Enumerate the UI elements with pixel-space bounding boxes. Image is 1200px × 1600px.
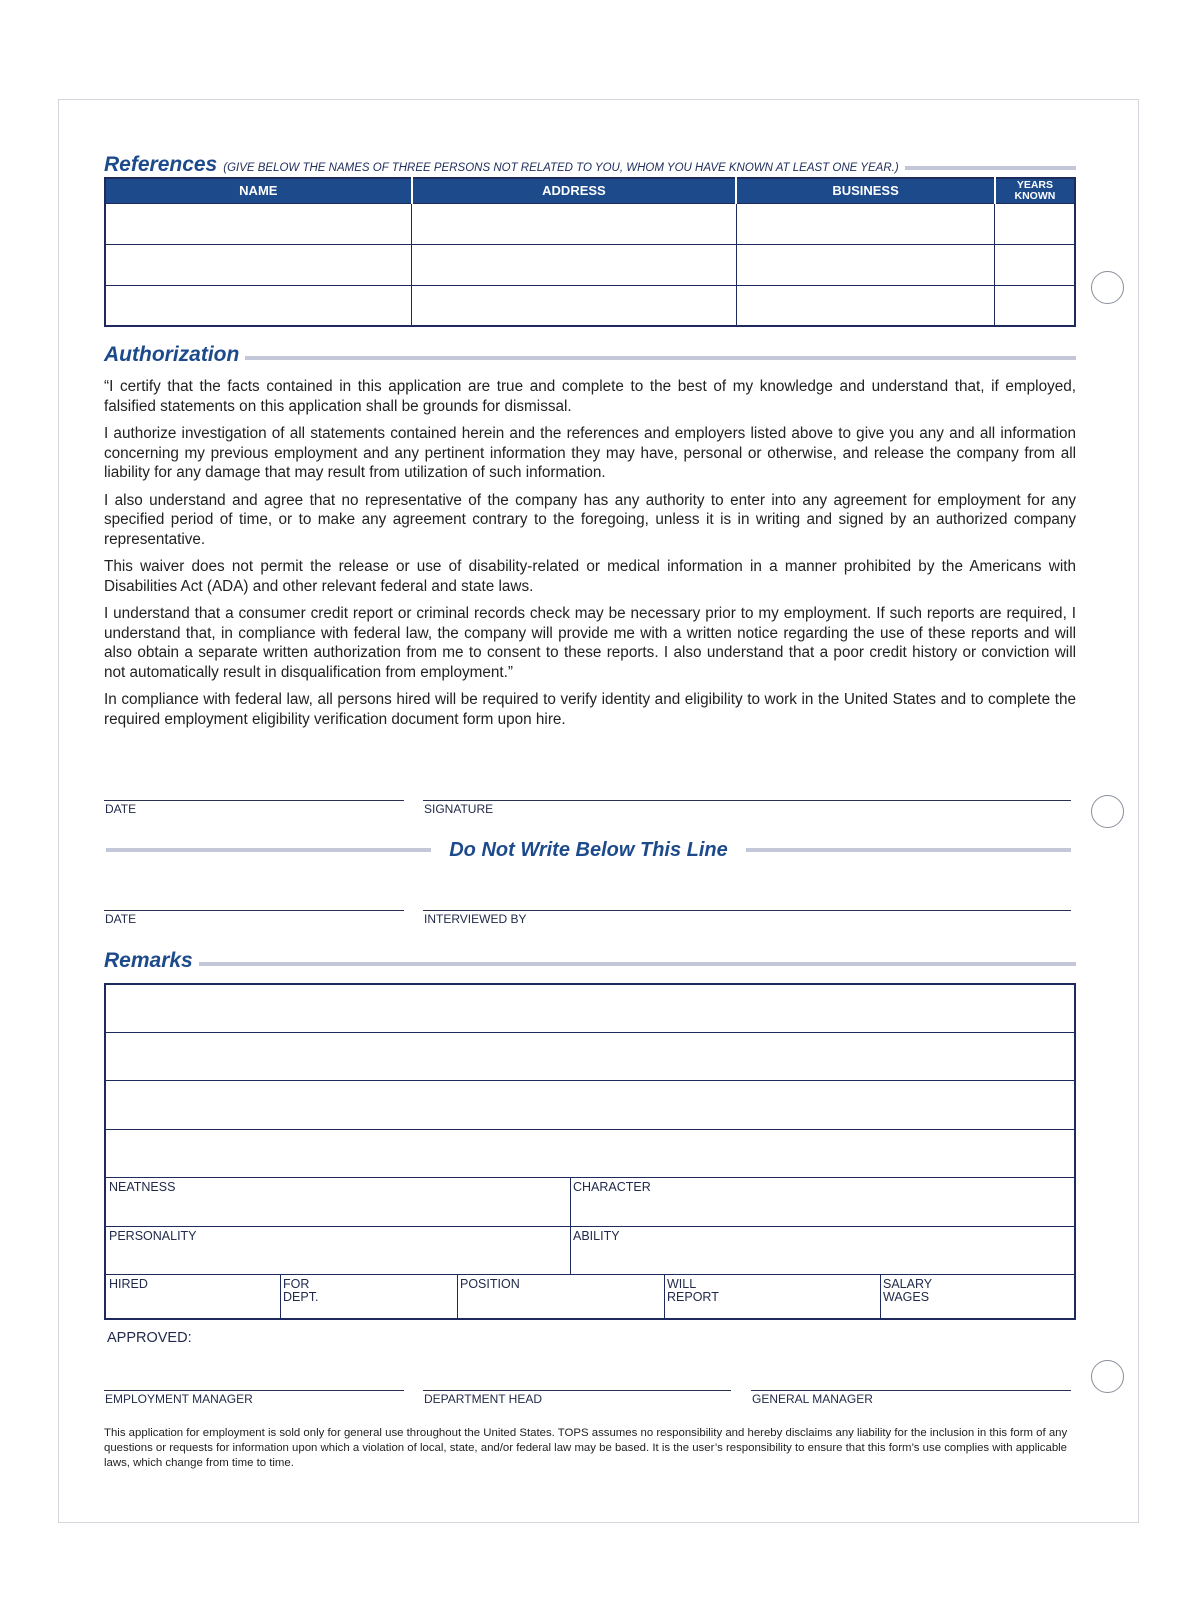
- do-not-write-text: Do Not Write Below This Line: [449, 838, 728, 861]
- approved-label: APPROVED:: [107, 1330, 192, 1346]
- authorization-header: [104, 335, 1076, 365]
- authorization-text: [104, 377, 1076, 737]
- ref-business-cell[interactable]: [736, 203, 995, 244]
- neatness-label: NEATNESS: [109, 1180, 176, 1194]
- ref-business-cell[interactable]: [736, 285, 995, 326]
- do-not-write-divider: [106, 835, 1071, 865]
- ref-years-cell[interactable]: [995, 244, 1075, 285]
- references-table: [104, 177, 1076, 327]
- for-dept-label-line2: DEPT.: [283, 1290, 319, 1304]
- authorization-paragraph: This waiver does not permit the release or use of disability-related or medical information in a manner prohibited by the Americans with Disabilities Act (ADA) and other relevant federal and state laws.: [104, 558, 1076, 595]
- col-address: ADDRESS: [412, 178, 737, 203]
- authorization-paragraph: “I certify that the facts contained in this application are true and complete to the best of my knowledge and understand that, if employed, falsified statements on this application shall be grounds for dismissal.: [104, 378, 1076, 415]
- punch-hole: [1091, 1360, 1124, 1393]
- ref-name-cell[interactable]: [105, 203, 412, 244]
- interview-date-field[interactable]: [104, 910, 404, 924]
- authorization-title: Authorization: [104, 343, 240, 366]
- references-title: References: [104, 153, 218, 176]
- remarks-box: [104, 983, 1076, 1320]
- references-note: (GIVE BELOW THE NAMES OF THREE PERSONS NOT RELATED TO YOU, WHOM YOU HAVE KNOWN AT LEAST ONE YEAR.): [223, 162, 899, 174]
- section-rule: [199, 962, 1076, 966]
- references-header: [104, 145, 1076, 175]
- cell-divider: [457, 1274, 458, 1320]
- col-name: NAME: [105, 178, 412, 203]
- remarks-line: [106, 1177, 1074, 1178]
- footer-disclaimer: This application for employment is sold only for general use throughout the United States. TOPS assumes no responsibility and hereby disclaims any liability for the inclusion in this form of any questions or requests for information upon which a violation of local, state, and/or federal law may be based. It is the user’s responsibility to ensure that this form’s use complies with applicable laws, which change from time to time.: [104, 1427, 1068, 1469]
- remarks-line: [106, 1032, 1074, 1033]
- cell-divider: [664, 1274, 665, 1320]
- date-label: DATE: [105, 802, 137, 816]
- ref-years-cell[interactable]: [995, 285, 1075, 326]
- authorization-paragraph: I understand that a consumer credit report or criminal records check may be necessary prior to my employment. If such reports are required, I understand that, in compliance with federal law, the company will provide me with a written notice regarding the use of these reports and will also obtain a separate written authorization from me to consent to these reports. I also understand that a poor credit history or conviction will not automatically result in disqualification from employment.”: [104, 605, 1076, 681]
- for-dept-label-line1: FOR: [283, 1277, 310, 1291]
- department-head-label: DEPARTMENT HEAD: [424, 1392, 543, 1406]
- general-manager-label: GENERAL MANAGER: [752, 1392, 873, 1406]
- cell-divider: [880, 1274, 881, 1320]
- position-label: POSITION: [460, 1277, 520, 1291]
- punch-hole: [1091, 271, 1124, 304]
- ref-years-cell[interactable]: [995, 203, 1075, 244]
- remarks-line: [106, 1080, 1074, 1081]
- will-report-label-line1: WILL: [667, 1277, 697, 1291]
- divider-rule: [106, 848, 431, 852]
- signature-label: SIGNATURE: [424, 802, 494, 816]
- col-years-known: [995, 178, 1075, 203]
- table-row: [105, 244, 1075, 285]
- punch-hole: [1091, 795, 1124, 828]
- ref-business-cell[interactable]: [736, 244, 995, 285]
- authorization-paragraph: I also understand and agree that no representative of the company has any authority to enter into any agreement for employment for any specified period of time, or to make any agreement contrary to the foregoing, unless it is in writing and signed by an authorized company representative.: [104, 491, 1076, 548]
- ref-name-cell[interactable]: [105, 285, 412, 326]
- ref-address-cell[interactable]: [412, 285, 737, 326]
- personality-label: PERSONALITY: [109, 1229, 197, 1243]
- section-rule: [905, 166, 1076, 170]
- table-row: [105, 285, 1075, 326]
- signature-field[interactable]: [423, 800, 1071, 814]
- remarks-title: Remarks: [104, 949, 193, 972]
- remarks-line: [106, 1274, 1074, 1275]
- ref-name-cell[interactable]: [105, 244, 412, 285]
- references-header-row: [105, 178, 1075, 203]
- section-rule: [245, 356, 1076, 360]
- ref-address-cell[interactable]: [412, 203, 737, 244]
- hired-label: HIRED: [109, 1277, 148, 1291]
- divider-rule: [746, 848, 1071, 852]
- interviewed-by-label: INTERVIEWED BY: [424, 912, 527, 926]
- table-row: [105, 203, 1075, 244]
- character-label: CHARACTER: [573, 1180, 651, 1194]
- salary-label-line1: SALARY: [883, 1277, 933, 1291]
- cell-divider: [570, 1177, 571, 1274]
- ref-address-cell[interactable]: [412, 244, 737, 285]
- col-business: BUSINESS: [736, 178, 995, 203]
- salary-label-line2: WAGES: [883, 1290, 930, 1304]
- ability-label: ABILITY: [573, 1229, 620, 1243]
- authorization-paragraph: In compliance with federal law, all persons hired will be required to verify identity and eligibility to work in the United States and to complete the required employment eligibility verification document form upon hire.: [104, 691, 1076, 728]
- remarks-line: [106, 1129, 1074, 1130]
- employment-manager-label: EMPLOYMENT MANAGER: [105, 1392, 253, 1406]
- col-years-known-label: YEARS KNOWN: [1014, 178, 1056, 202]
- remarks-header: [104, 941, 1076, 971]
- interview-date-label: DATE: [105, 912, 137, 926]
- authorization-paragraph: I authorize investigation of all statements contained herein and the references and employers listed above to give you any and all information concerning my previous employment and any pertinent information they may have, personal or otherwise, and release the company from all liability for any damage that may result from utilization of such information.: [104, 425, 1076, 481]
- will-report-label-line2: REPORT: [667, 1290, 719, 1304]
- remarks-line: [106, 1226, 1074, 1227]
- date-field[interactable]: [104, 800, 404, 814]
- cell-divider: [280, 1274, 281, 1320]
